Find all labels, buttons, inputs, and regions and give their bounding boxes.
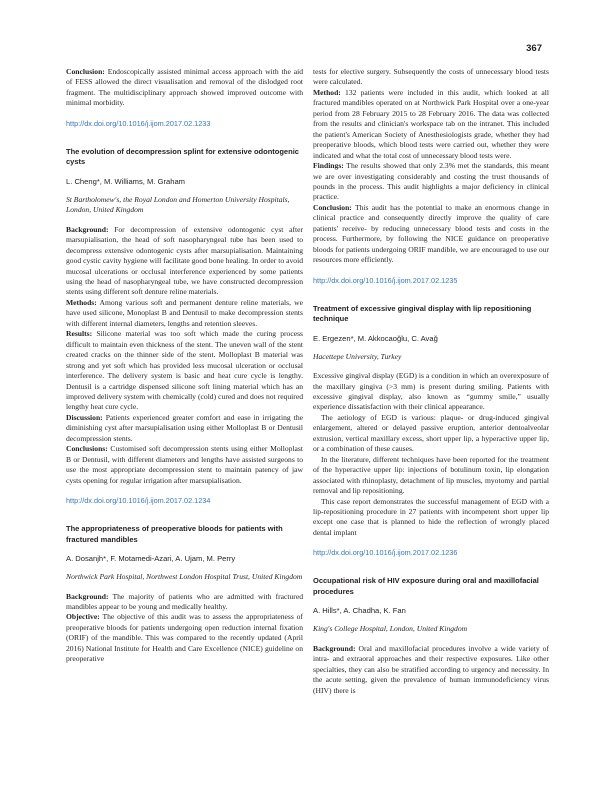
methods-paragraph	[66, 298, 303, 329]
right-column	[313, 67, 549, 696]
page-number: 367	[526, 43, 542, 54]
section-label: Background:	[66, 224, 109, 234]
background-paragraph	[66, 592, 303, 613]
section-label: Conclusion:	[313, 202, 352, 212]
doi-link[interactable]: http://dx.doi.org/10.1016/j.ijom.2017.02.1233	[66, 118, 211, 128]
doi-link[interactable]: http://dx.doi.org/10.1016/j.ijom.2017.02.1235	[313, 275, 458, 285]
doi-link[interactable]: http://dx.doi.org/10.1016/j.ijom.2017.02.1236	[313, 548, 458, 558]
section-text: The objective of this audit was to assess the appropriateness of preoperative bloods for patients undergoing open reduction internal fixation (ORIF) of the mandible. This was compared to the recently updated (April 2016) National Institute for Health and Care Excellence (NICE) guideline on preoperative	[66, 612, 303, 664]
continued-paragraph: tests for elective surgery. Subsequently the costs of unnecessary blood tests were calculated.	[313, 67, 549, 87]
section-text: The majority of patients who are admitted with fractured mandibles appear to be young and medically healthy.	[66, 591, 303, 611]
discussion-paragraph	[66, 413, 303, 444]
doi-link[interactable]: http://dx.doi.org/10.1016/j.ijom.2017.02.1234	[66, 496, 211, 506]
method-paragraph	[313, 88, 549, 161]
findings-paragraph	[313, 161, 549, 203]
section-label: Objective:	[66, 612, 100, 622]
section-text: Among various soft and permanent denture reline materials, we have used silicone, Monoplast B and Dentusil to make decompression stents with different internal diameters, lengths and retention sleeves.	[66, 297, 303, 328]
section-label: Conclusions:	[66, 444, 108, 454]
results-paragraph	[66, 329, 303, 413]
article-title: Treatment of excessive gingival display with lip repositioning technique	[313, 303, 532, 324]
section-text: For decompression of extensive odontogenic cyst after marsupialisation, the head of soft nasopharyngeal tube has been used to decompress extensive odontogenic cysts after marsupialisation. Maintaining good cystic cavity hygiene will facilitate good bone healing. In order to avoid mucosal ulcerations or occlusal interference experienced by some patients using the head of nasopharyngeal tube, we have constructed decompression stents using different soft denture reline materials.	[66, 224, 303, 297]
article-title: Occupational risk of HIV exposure during oral and maxillofacial procedures	[313, 576, 539, 596]
section-label: Methods:	[66, 297, 97, 307]
body-paragraph: This case report demonstrates the successful management of EGD with a lip-repositioning procedure in 27 patients with incompetent short upper lip except one case that is planned to hide the reflection of wrongly placed dental implant	[313, 496, 549, 537]
section-label: Results:	[66, 329, 93, 339]
section-label: Background:	[313, 643, 356, 653]
prev-conclusion	[66, 67, 303, 109]
section-text: This audit has the potential to make an enormous change in clinical practice and consequently directly improve the quality of care patients' receive- by reducing unnecessary blood tests and costs in the process. Furthermore, by following the NICE guidance on preoperative bloods for patients undergoing ORIF mandible, we are encouraged to use our resources more efficiently.	[313, 202, 549, 265]
section-text: Oral and maxillofacial procedures involve a wide variety of intra- and extraoral approaches and their respective exposures. Like other specialties, they can also be stratified according to urgency and necessity. In the acute setting, given the prevalence of human immunodeficiency virus (HIV) there is	[313, 643, 549, 695]
article-affiliation: King's College Hospital, London, United Kingdom	[313, 624, 468, 634]
article-authors: A. Hills*, A. Chadha, K. Fan	[313, 606, 406, 616]
article-affiliation: St Bartholomew's, the Royal London and Homerton University Hospitals, London, United Kingdom	[66, 194, 290, 215]
body-paragraph: In the literature, different techniques have been reported for the treatment of the hyperactive upper lip: injections of botulinum toxin, lip elongation associated with rhinoplasty, detachment of lip muscles, myotomy and partial removal and lip repositioning.	[313, 454, 549, 496]
conclusions-paragraph	[66, 444, 303, 486]
section-text: Endoscopically assisted minimal access approach with the aid of FESS allowed the direct visualisation and removal of the dislodged root fragment. The multidisciplinary approach showed improved outcome with minimal morbidity.	[66, 67, 303, 108]
background-paragraph	[66, 225, 303, 298]
left-column	[66, 67, 303, 665]
section-label: Findings:	[313, 161, 344, 171]
section-label: Background:	[66, 591, 109, 601]
section-text: Customised soft decompression stents using either Molloplast B or Dentusil, with different diameters and lengths have assisted surgeons to use the most appropriate decompression stent to maintain patency of jaw cysts opening for regular irrigation after marsupialisation.	[66, 444, 303, 485]
objective-paragraph	[66, 612, 303, 664]
article-affiliation: Hacettepe University, Turkey	[313, 351, 402, 361]
article-authors: E. Ergezen*, M. Akkocaoğlu, C. Avağ	[313, 333, 438, 343]
section-text: Patients experienced greater comfort and ease in irrigating the diminishing cyst after marsupialisation using either Molloplast B or Dentusil decompression stents.	[66, 412, 303, 443]
section-text: 132 patients were included in this audit, which looked at all fractured mandibles operated on at Northwick Park Hospital over a one-year period from 28 February 2015 to 28 February 2016. The data was collected from the results and clinician's workspace tab on the intranet. This included the patient's American Society of Anesthesiologists grade, whether they had preoperative bloods, which blood tests were carried out, whether they were indicated and what the total cost of unnecessary blood tests were.	[313, 87, 549, 160]
article-title: The appropriateness of preoperative bloods for patients with fractured mandibles	[66, 524, 283, 544]
section-label: Conclusion:	[66, 67, 105, 76]
section-label: Method:	[313, 87, 341, 97]
article-authors: A. Dosanjh*, F. Motamedi-Azari, A. Ujam, M. Perry	[66, 554, 236, 564]
section-label: Discussion:	[66, 412, 103, 422]
body-paragraph: The aetiology of EGD is various: plaque- or drug-induced gingival enlargement, altered or delayed passive eruption, anterior dentoalveolar extrusion, vertical maxillary excess, short upper lip, a hyperactive upper lip, or a combination of these causes.	[313, 412, 549, 454]
section-text: Silicone material was too soft which made the curing process difficult to maintain even thickness of the stent. The uneven wall of the stent created cracks on the thinner side of the stent. Molloplast B material was strong and yet soft which has provided less mucosal ulceration or occlusal interference. The delivery system is basic and heat cure cycle is lengthy. Dentusil is a cartridge dispensed silicone soft lining material which has an improved delivery system with chemically (cold) cured and does not required lengthy heat cure cycle.	[66, 329, 303, 412]
conclusion-paragraph	[313, 203, 549, 266]
article-authors: L. Cheng*, M. Williams, M. Graham	[66, 176, 185, 186]
article-affiliation: Northwick Park Hospital, Northwest London Hospital Trust, United Kingdom	[66, 572, 303, 582]
article-title: The evolution of decompression splint for extensive odontogenic cysts	[66, 146, 299, 167]
body-paragraph: Excessive gingival display (EGD) is a condition in which an overexposure of the maxillary gingiva (>3 mm) is present during smiling. Patients with excessive gingival display, also known as “gummy smile,” usually experience dissatisfaction with their clinical appearance.	[313, 371, 549, 412]
background-paragraph	[313, 644, 549, 696]
section-text: The results showed that only 2.3% met the standards, this meant we are over investigating considerably and costing the trust thousands of pounds in the process. This audit highlights a major deficiency in clinical practice.	[313, 161, 549, 202]
